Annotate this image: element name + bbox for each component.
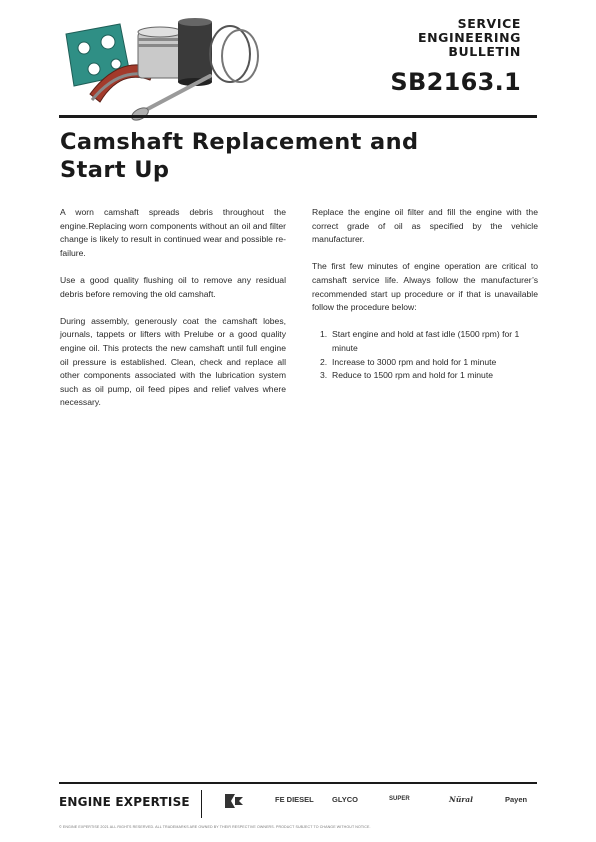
start-up-steps-list: [312, 328, 538, 382]
list-item: [320, 356, 538, 370]
right-column: [312, 206, 538, 383]
step-number: 3.: [320, 370, 328, 381]
body-paragraph: Replace the engine oil filter and fill the engine with the correct grade of oil as specified by the vehicle manufacturer.: [312, 207, 538, 245]
bulletin-type-line: BULLETIN: [448, 44, 521, 59]
brand-logo-super: SUPER: [389, 796, 410, 802]
bulletin-type-line: SERVICE: [457, 16, 521, 31]
left-column: [60, 206, 286, 424]
body-paragraph: The first few minutes of engine operation are critical to camshaft service life. Always follow the manufacturer’s recommended start up procedure or if that is unavailable follow the procedure below:: [312, 261, 538, 313]
list-item: [320, 369, 538, 383]
title-line: Start Up: [60, 157, 170, 183]
brand-logo-nural: Nüral: [449, 795, 473, 804]
body-paragraph: During assembly, generously coat the camshaft lobes, journals, tappets or lifters with Prelube or a good quality engine oil. This protects the new camshaft until full engine oil pressure is established. Clean, check and replace all other components associated with the lubrication system such as oil pump, oil feed pipes and relief valves where necessary.: [60, 315, 286, 408]
step-text: Start engine and hold at fast idle (1500 rpm) for 1 minute: [332, 329, 520, 353]
step-text: Increase to 3000 rpm and hold for 1 minute: [332, 356, 497, 367]
piston-icon: [138, 27, 182, 78]
body-paragraph: A worn camshaft spreads debris throughout the engine.Replacing worn components without an oil and filter change is likely to result in continued wear and possible re-failure.: [60, 207, 286, 258]
footer-tagline: ENGINE EXPERTISE: [59, 795, 190, 809]
footer-fineprint: © ENGINE EXPERTISE 2021 ALL RIGHTS RESERVED. ALL TRADEMARKS ARE OWNED BY THEIR RESPECTIVE OWNERS. PRODUCT SUBJECT TO CHANGE WITHOUT NOTICE.: [59, 825, 371, 829]
footer-divider-line: [59, 782, 537, 784]
title-line: Camshaft Replacement and: [60, 129, 419, 155]
body-paragraph: Use a good quality flushing oil to remove any residual debris before removing the old camshaft.: [60, 274, 286, 299]
page-title: [60, 128, 530, 184]
piston-rings-icon: [210, 26, 258, 82]
step-number: 2.: [320, 356, 328, 367]
footer-separator: [201, 790, 202, 818]
bulletin-number: SB2163.1: [390, 68, 521, 96]
brand-logo-payen: Payen: [505, 795, 528, 804]
header-divider: [59, 115, 537, 118]
bulletin-type-line: ENGINEERING: [417, 30, 521, 45]
brand-logo-fe-diesel: FE DIESEL: [275, 795, 314, 804]
engine-parts-illustration: [60, 14, 260, 124]
list-item: [320, 328, 538, 355]
brand-logo-glyco: GLYCO: [332, 795, 358, 804]
step-number: 1.: [320, 329, 328, 340]
footer: [59, 786, 537, 820]
federal-mogul-logo-icon: [223, 792, 245, 810]
bulletin-type-label: [418, 17, 521, 59]
step-text: Reduce to 1500 rpm and hold for 1 minute: [332, 370, 493, 381]
